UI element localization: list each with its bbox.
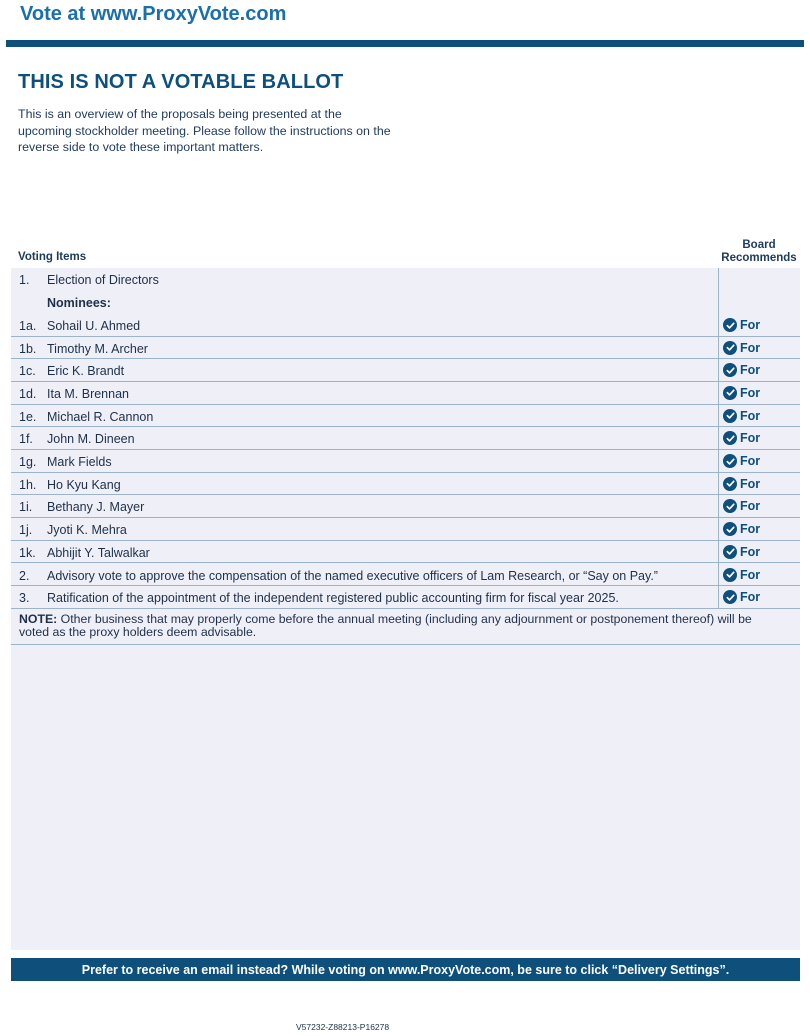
item-label: Bethany J. Mayer (47, 500, 145, 515)
check-circle-icon (723, 341, 737, 355)
note-rule (11, 644, 800, 645)
recommendation-text: For (740, 567, 761, 582)
check-circle-icon (723, 545, 737, 559)
item-number: 1. (19, 273, 30, 287)
board-recommends-header (718, 239, 800, 265)
item-label: Michael R. Cannon (47, 409, 154, 424)
item-number: 1i. (19, 500, 33, 515)
board-recommendation (723, 386, 760, 400)
check-circle-icon (723, 499, 737, 513)
item-number: 1g. (19, 455, 37, 469)
voting-item-row (11, 405, 800, 428)
voting-item-row (11, 268, 800, 291)
item-label: Ho Kyu Kang (47, 477, 121, 492)
check-circle-icon (723, 431, 737, 445)
board-recommends-line2: Recommends (721, 252, 797, 264)
voting-item-row (11, 359, 800, 382)
item-number: 1j. (19, 523, 33, 538)
check-circle-icon (723, 590, 737, 604)
check-circle-icon (723, 386, 737, 400)
item-number: 3. (19, 591, 30, 606)
board-recommendation (723, 318, 760, 332)
voting-item-row (11, 450, 800, 473)
check-circle-icon (723, 409, 737, 423)
board-recommendation (723, 454, 760, 468)
vote-site-title: Vote at www.ProxyVote.com (20, 3, 287, 25)
nominees-label: Nominees: (47, 296, 111, 310)
recommendation-text: For (740, 522, 761, 537)
check-circle-icon (723, 522, 737, 536)
recommendation-text: For (740, 431, 761, 446)
item-number: 1h. (19, 477, 37, 492)
voting-item-row (11, 586, 800, 609)
recommendation-text: For (740, 590, 761, 605)
item-label: Timothy M. Archer (47, 341, 148, 356)
recommendation-text: For (740, 476, 761, 491)
check-circle-icon (723, 454, 737, 468)
board-recommendation (723, 590, 760, 604)
recommendation-text: For (740, 318, 761, 332)
board-recommendation (723, 341, 760, 355)
board-recommendation (723, 409, 760, 423)
recommendation-text: For (740, 454, 761, 468)
item-number: 1a. (19, 319, 37, 333)
item-label: Mark Fields (47, 455, 112, 469)
item-label: Ita M. Brennan (47, 386, 129, 401)
recommendation-text: For (740, 544, 761, 559)
item-number: 1b. (19, 341, 37, 356)
voting-item-row (11, 564, 800, 587)
item-number: 1k. (19, 545, 36, 560)
voting-item-row (11, 382, 800, 405)
item-number: 1e. (19, 409, 37, 424)
item-number: 2. (19, 568, 30, 583)
recommendation-text: For (740, 499, 761, 514)
recommendation-text: For (740, 340, 761, 355)
board-recommendation (723, 568, 760, 582)
item-number: 1c. (19, 364, 36, 379)
item-number: 1f. (19, 432, 33, 447)
board-recommendation (723, 522, 760, 536)
item-label: John M. Dineen (47, 432, 135, 447)
recommendation-text: For (740, 408, 761, 423)
item-label: Jyoti K. Mehra (47, 523, 127, 538)
board-recommendation (723, 545, 760, 559)
ballot-heading: THIS IS NOT A VOTABLE BALLOT (18, 71, 344, 93)
voting-item-row (11, 541, 800, 564)
item-label: Election of Directors (47, 273, 159, 287)
ballot-intro: This is an overview of the proposals being presented at the upcoming stockholder meeting. Please follow the instructions on the reverse side to vote these important matters. (18, 107, 391, 154)
check-circle-icon (723, 477, 737, 491)
voting-items-table (11, 268, 800, 950)
voting-item-row (11, 518, 800, 541)
note-text (19, 613, 759, 638)
recommendation-text: For (740, 385, 761, 400)
check-circle-icon (723, 568, 737, 582)
note-body: Other business that may properly come before the annual meeting (including any adjournment or postponement thereof) will be voted as the proxy holders deem advisable. (19, 612, 752, 639)
item-label: Sohail U. Ahmed (47, 319, 141, 333)
check-circle-icon (723, 318, 737, 332)
board-recommendation (723, 477, 760, 491)
note-label: NOTE: (19, 612, 58, 626)
item-label: Eric K. Brandt (47, 364, 125, 379)
voting-item-row (11, 495, 800, 518)
board-recommendation (723, 431, 760, 445)
voting-item-row (11, 314, 800, 337)
board-recommendation (723, 363, 760, 377)
email-delivery-banner: Prefer to receive an email instead? While voting on www.ProxyVote.com, be sure to click “Delivery Settings”. (11, 958, 800, 981)
voting-items-header: Voting Items (18, 251, 87, 263)
item-number: 1d. (19, 386, 37, 401)
header-rule (6, 40, 804, 47)
board-recommendation (723, 499, 760, 513)
item-label: Ratification of the appointment of the independent registered public accounting firm for fiscal year 2025. (47, 591, 619, 606)
recommendation-text: For (740, 363, 761, 378)
voting-item-row (11, 291, 800, 314)
document-code: V57232-Z88213-P16278 (296, 1022, 390, 1032)
item-label: Abhijit Y. Talwalkar (47, 545, 150, 560)
check-circle-icon (723, 363, 737, 377)
board-recommends-line1: Board (742, 239, 776, 251)
voting-item-row (11, 337, 800, 360)
item-label: Advisory vote to approve the compensation of the named executive officers of Lam Research, or “Say on Pay.” (47, 568, 658, 583)
voting-item-row (11, 427, 800, 450)
voting-item-row (11, 473, 800, 496)
